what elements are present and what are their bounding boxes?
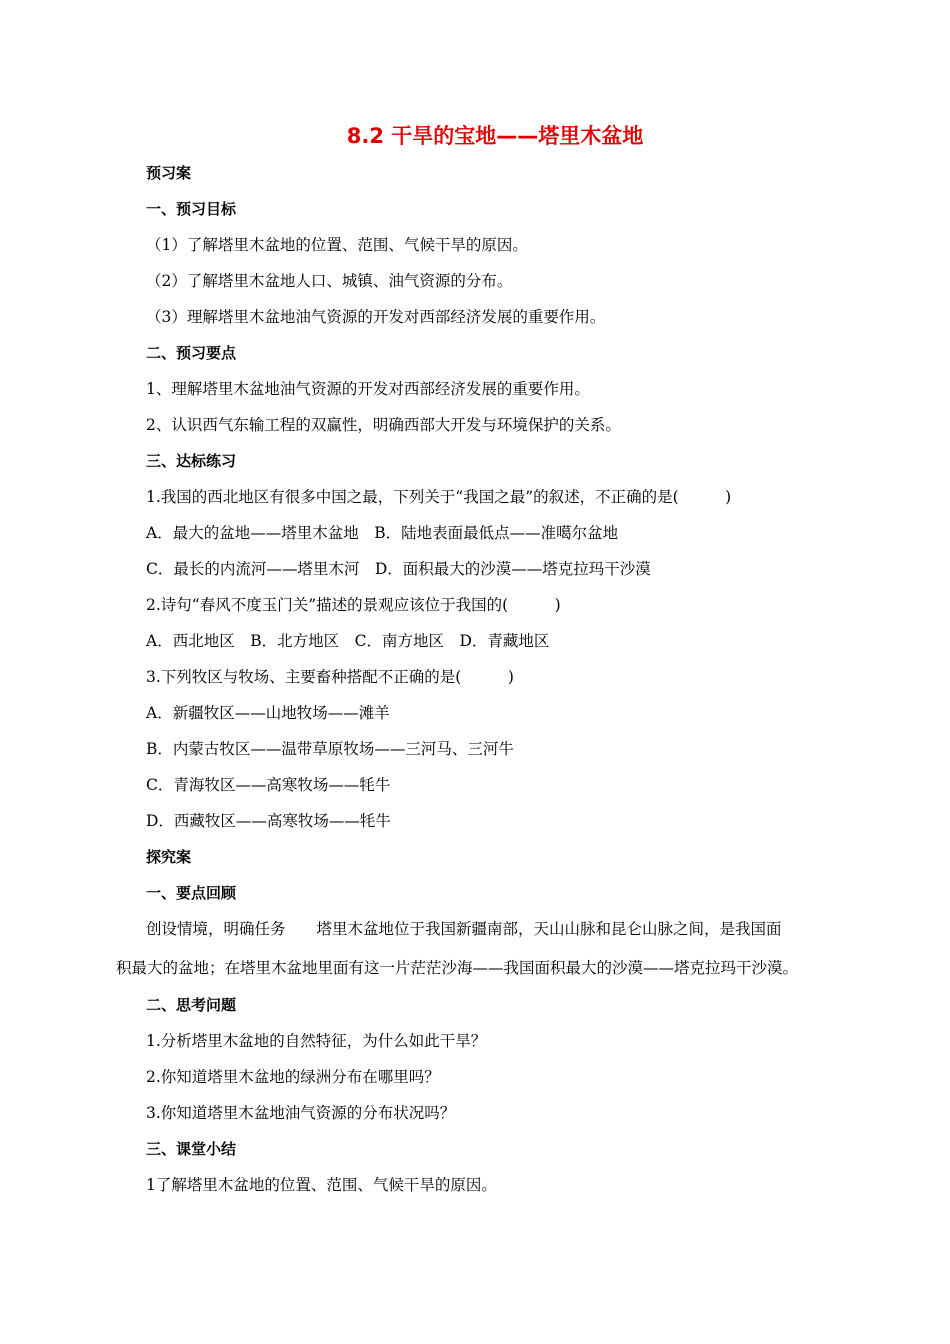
goal-item-3: （3）理解塔里木盆地油气资源的开发对西部经济发展的重要作用。 <box>146 308 606 326</box>
heading-preview-goals: 一、预习目标 <box>146 200 237 218</box>
heading-preview-points: 二、预习要点 <box>146 344 237 362</box>
goal-item-2: （2）了解塔里木盆地人口、城镇、油气资源的分布。 <box>146 272 513 290</box>
question-3: 3.下列牧区与牧场、主要畜种搭配不正确的是( ) <box>146 668 514 686</box>
heading-review: 一、要点回顾 <box>146 884 237 902</box>
heading-questions: 二、思考问题 <box>146 996 237 1014</box>
review-paragraph-line-2: 积最大的盆地；在塔里木盆地里面有这一片茫茫沙海——我国面积最大的沙漠——塔克拉玛干沙漠。 <box>116 959 799 977</box>
think-question-3: 3.你知道塔里木盆地油气资源的分布状况吗？ <box>146 1104 456 1122</box>
question-2-options: A．西北地区 B．北方地区 C．南方地区 D．青藏地区 <box>146 632 550 650</box>
point-item-2: 2、认识西气东输工程的双赢性，明确西部大开发与环境保护的关系。 <box>146 416 621 434</box>
question-3-option-c: C．青海牧区——高寒牧场——牦牛 <box>146 776 391 794</box>
review-paragraph-line-1: 创设情境，明确任务 塔里木盆地位于我国新疆南部，天山山脉和昆仑山脉之间，是我国面 <box>146 920 782 938</box>
question-3-option-a: A．新疆牧区——山地牧场——滩羊 <box>146 704 390 722</box>
section-heading-preview: 预习案 <box>146 164 192 182</box>
section-heading-explore: 探究案 <box>146 848 192 866</box>
question-3-option-b: B．内蒙古牧区——温带草原牧场——三河马、三河牛 <box>146 740 514 758</box>
question-3-option-d: D．西藏牧区——高寒牧场——牦牛 <box>146 812 391 830</box>
goal-item-1: （1）了解塔里木盆地的位置、范围、气候干旱的原因。 <box>146 236 528 254</box>
question-1: 1.我国的西北地区有很多中国之最，下列关于“我国之最”的叙述，不正确的是( ) <box>146 488 732 506</box>
summary-item-1: 1了解塔里木盆地的位置、范围、气候干旱的原因。 <box>146 1176 497 1194</box>
point-item-1: 1、理解塔里木盆地油气资源的开发对西部经济发展的重要作用。 <box>146 380 590 398</box>
think-question-2: 2.你知道塔里木盆地的绿洲分布在哪里吗？ <box>146 1068 440 1086</box>
think-question-1: 1.分析塔里木盆地的自然特征，为什么如此干旱？ <box>146 1032 487 1050</box>
question-1-options-ab: A．最大的盆地——塔里木盆地 B．陆地表面最低点——准噶尔盆地 <box>146 524 619 542</box>
question-2: 2.诗句“春风不度玉门关”描述的景观应该位于我国的( ) <box>146 596 561 614</box>
question-1-options-cd: C．最长的内流河——塔里木河 D．面积最大的沙漠——塔克拉玛干沙漠 <box>146 560 651 578</box>
heading-summary: 三、课堂小结 <box>146 1140 237 1158</box>
heading-exercises: 三、达标练习 <box>146 452 237 470</box>
document-title: 8.2 干旱的宝地——塔里木盆地 <box>346 124 644 148</box>
